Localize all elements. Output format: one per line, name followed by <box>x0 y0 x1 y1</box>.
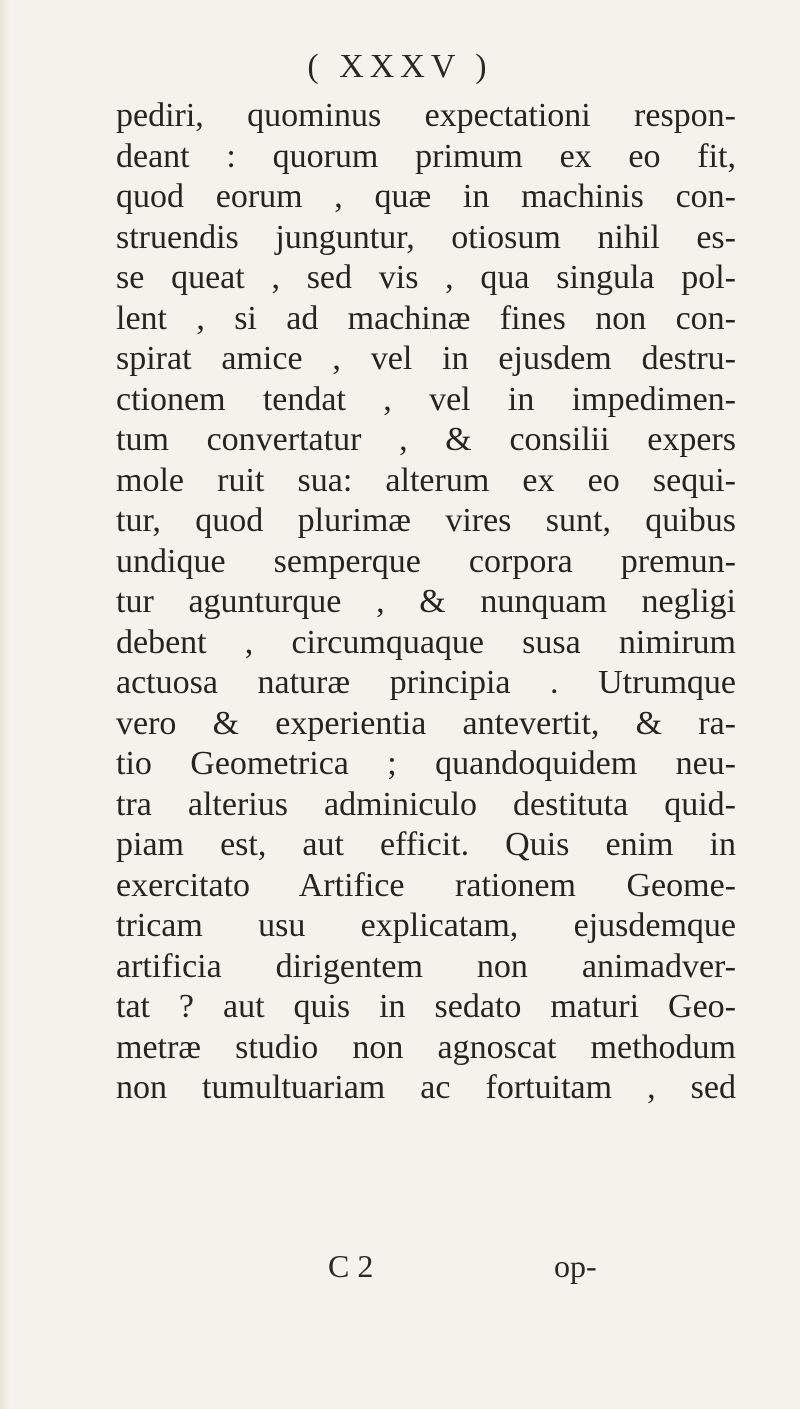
text-line: deant : quorum primum ex eo fit, <box>116 137 736 175</box>
text-line: mole ruit sua: alterum ex eo sequi- <box>116 461 736 499</box>
text-line: exercitato Artifice rationem Geome- <box>116 866 736 904</box>
text-line: tra alterius adminiculo destituta quid- <box>116 785 736 823</box>
text-line: vero & experientia antevertit, & ra- <box>116 704 736 742</box>
text-line: debent , circumquaque susa nimirum <box>116 623 736 661</box>
body-text <box>116 96 736 1109</box>
catchword: op- <box>554 1248 597 1284</box>
text-line: tat ? aut quis in sedato maturi Geo- <box>116 988 736 1025</box>
text-line: lent , si ad machinæ fines non con- <box>116 299 736 337</box>
text-line: struendis junguntur, otiosum nihil es- <box>116 218 736 256</box>
text-line: actuosa naturæ principia . Utrumque <box>116 664 736 701</box>
text-line: ctionem tendat , vel in impedimen- <box>116 380 736 418</box>
text-line: metræ studio non agnoscat methodum <box>116 1028 736 1066</box>
signature-mark: C 2 <box>328 1248 374 1284</box>
text-line: tur agunturque , & nunquam negligi <box>116 583 736 620</box>
text-line: tricam usu explicatam, ejusdemque <box>116 907 736 944</box>
text-line: quod eorum , quæ in machinis con- <box>116 178 736 215</box>
text-line: spirat amice , vel in ejusdem destru- <box>116 340 736 377</box>
page-footer <box>116 1248 736 1288</box>
text-line: tio Geometrica ; quandoquidem neu- <box>116 745 736 782</box>
text-line: undique semperque corpora premun- <box>116 542 736 580</box>
text-line: non tumultuariam ac fortuitam , sed <box>116 1069 736 1106</box>
text-line: artificia dirigentem non animadver- <box>116 947 736 985</box>
page-gutter-edge <box>0 0 10 1409</box>
text-line: piam est, aut efficit. Quis enim in <box>116 826 736 863</box>
text-line: tum convertatur , & consilii expers <box>116 421 736 458</box>
text-line: se queat , sed vis , qua singula pol- <box>116 259 736 296</box>
text-line: pediri, quominus expectationi respon- <box>116 97 736 134</box>
text-line: tur, quod plurimæ vires sunt, quibus <box>116 502 736 539</box>
page-number-header: ( XXXV ) <box>307 48 493 85</box>
